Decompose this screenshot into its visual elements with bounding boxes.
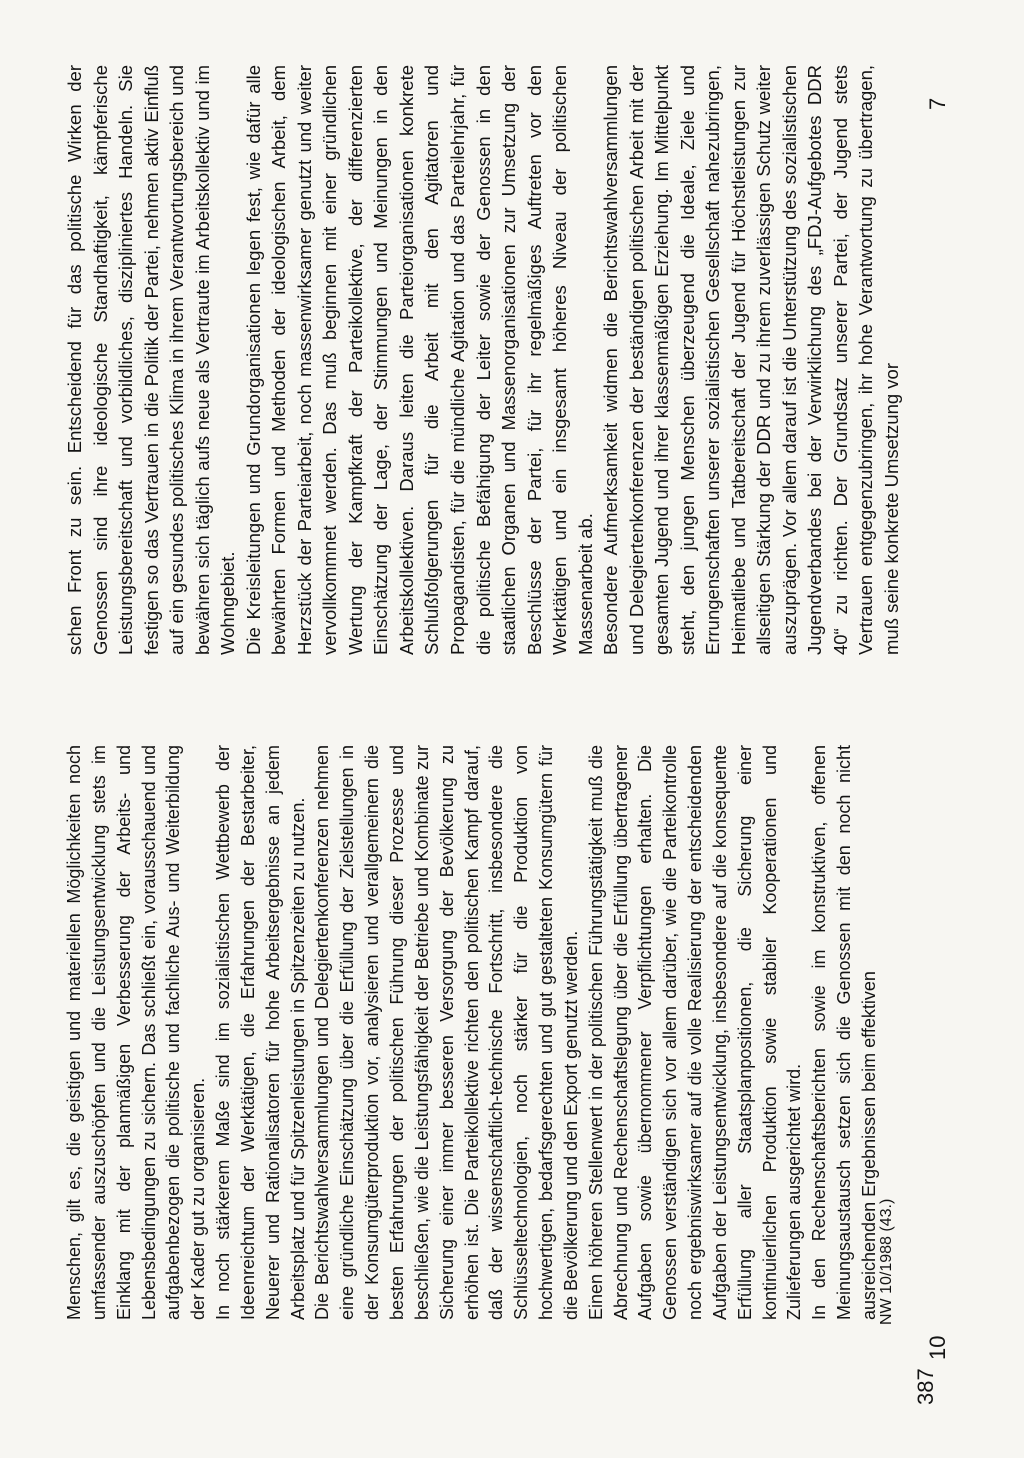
text-column-right — [62, 65, 905, 655]
text-column-left — [62, 745, 882, 1320]
paragraph: Menschen, gilt es, die geistigen und materiellen Möglichkeiten noch umfassender auszuschöpfen und die Leistungsentwicklung stets im Einklang mit der planmäßigen Verbesserung der Arbeits- und Lebensbedingungen zu sichern. Das schließt ein, vorausschauend und aufgabenbezogen die politische und fachliche Aus- und Weiterbildung der Kader gut zu organisieren. — [64, 745, 209, 1320]
paragraph: Besondere Aufmerksamkeit widmen die Berichtswahlversammlungen und Delegiertenkonferenzen der beständigen politischen Arbeit mit der gesamten Jugend und ihrer klassenmäßigen Erziehung. Im Mittelpunkt steht, den jungen Menschen überzeugend die Ideale, Ziele und Errungenschaften unserer sozialistischen Gesellschaft nahezubringen, Heimatliebe und Tatbereitschaft der Jugend für Höchstleistungen zur allseitigen Stärkung der DDR und zu ihrem zuverlässigen Schutz weiter auszuprägen. Vor allem darauf ist die Unterstützung des sozialistischen Jugendverbandes bei der Verwirklichung des „FDJ-Aufgebotes DDR 40“ zu richten. Der Grundsatz unserer Partei, der Jugend stets Vertrauen entgegenzubringen, ihr hohe Verantwortung zu übertragen, muß seine konkrete Umsetzung vor — [600, 65, 902, 655]
paragraph: In noch stärkerem Maße sind im sozialistischen Wettbewerb der Ideenreichtum der Werktätigen, die Erfahrungen der Bestarbeiter, Neuerer und Rationalisatoren für hohe Arbeitsergebnisse an jedem Arbeitsplatz und für Spitzenleistungen in Spitzenzeiten zu nutzen. — [213, 745, 308, 1320]
margin-number-right: 7 — [925, 97, 950, 110]
margin-number-left: 10 — [925, 1335, 950, 1360]
paragraph: Einen höheren Stellenwert in der politischen Führungstätigkeit muß die Abrechnung und Rechenschaftslegung über die Erfüllung übertragener Aufgaben sowie übernommener Verpflichtungen erhalten. Die Genossen verständigen sich vor allem darüber, wie die Parteikontrolle noch ergebniswirksamer auf die volle Realisierung der entscheidenden Aufgaben der Leistungsentwicklung, insbesondere auf die konsequente Erfüllung aller Staatsplanpositionen, die Sicherung einer kontinuierlichen Produktion sowie stabiler Kooperationen und Zulieferungen ausgerichtet wird. — [585, 745, 805, 1320]
paragraph: Die Berichtswahlversammlungen und Delegiertenkonferenzen nehmen eine gründliche Einschätzung über die Erfüllung der Zielstellungen in der Konsumgüterproduktion vor, analysieren und verallgemeinern die besten Erfahrungen der politischen Führung dieser Prozesse und beschließen, wie die Leistungsfähigkeit der Betriebe und Kombinate zur Sicherung einer immer besseren Versorgung der Bevölkerung zu erhöhen ist. Die Parteikollektive richten den politischen Kampf darauf, daß der wissenschaftlich-technische Fortschritt, insbesondere die Schlüsseltechnologien, noch stärker für die Produktion von hochwertigen, bedarfsgerechten und gut gestalteten Konsumgütern für die Bevölkerung und den Export genutzt werden. — [312, 745, 581, 1320]
paragraph: In den Rechenschaftsberichten sowie im konstruktiven, offenen Meinungsaustausch setzen sich die Genossen mit den noch nicht ausreichenden Ergebnissen beim effektiven — [809, 745, 879, 1320]
paragraph: schen Front zu sein. Entscheidend für das politische Wirken der Genossen sind ihre ideologische Standhaftigkeit, kämpferische Leistungsbereitschaft und vorbildliches, diszipliniertes Handeln. Sie festigen so das Vertrauen in die Politik der Partei, nehmen aktiv Einfluß auf ein gesundes politisches Klima in ihrem Verantwortungsbereich und bewähren sich täglich aufs neue als Vertraute im Arbeitskollektiv und im Wohngebiet. — [64, 65, 239, 655]
source-reference: NW 10/1988 (43.) — [878, 1198, 895, 1325]
paragraph: Die Kreisleitungen und Grundorganisationen legen fest, wie dafür alle bewährten Formen und Methoden der ideologischen Arbeit, dem Herzstück der Parteiarbeit, noch massenwirksamer genutzt und weiter vervollkommnet werden. Das muß beginnen mit einer gründlichen Wertung der Kampfkraft der Parteikollektive, der differenzierten Einschätzung der Lage, der Stimmungen und Meinungen in den Arbeitskollektiven. Daraus leiten die Parteiorganisationen konkrete Schlußfolgerungen für die Arbeit mit den Agitatoren und Propagandisten, für die mündliche Agitation und das Parteilehrjahr, für die politische Befähigung der Leiter sowie der Genossen in den staatlichen Organen und Massenorganisationen zur Umsetzung der Beschlüsse der Partei, für ihr regelmäßiges Auftreten vor den Werktätigen und ein insgesamt höheres Niveau der politischen Massenarbeit ab. — [242, 65, 596, 655]
page-number: 387 — [913, 1368, 938, 1405]
